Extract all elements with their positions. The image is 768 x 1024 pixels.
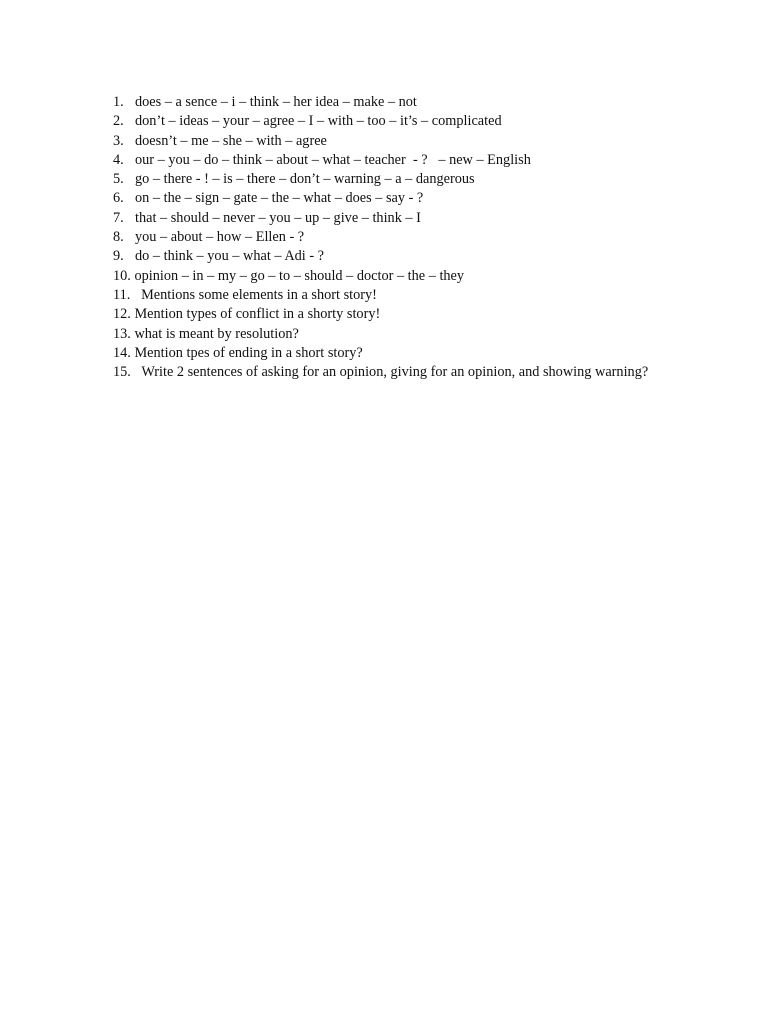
list-item [113,305,753,324]
item-number: 4. [113,151,124,168]
list-item [113,344,753,363]
item-number: 15. [113,364,135,381]
item-number: 14. [113,344,135,361]
item-text: that – should – never – you – up – give – think – I [135,209,421,226]
item-number: 11. [113,286,134,303]
list-item [113,325,753,344]
item-text: Mention tpes of ending in a short story? [134,344,363,361]
item-text: does – a sence – i – think – her idea – make – not [135,94,417,110]
list-item [113,112,753,131]
item-number: 9. [113,248,124,265]
item-number: 3. [113,132,124,149]
item-number: 7. [113,209,124,226]
list-item [113,132,753,151]
question-list [113,93,753,382]
list-item [113,267,753,286]
item-text: doesn’t – me – she – with – agree [135,132,327,149]
item-text: on – the – sign – gate – the – what – does – say - ? [135,190,424,207]
list-item [113,170,753,189]
list-item [113,189,753,208]
item-number: 5. [113,171,124,188]
item-text: Write 2 sentences of asking for an opinion, giving for an opinion, and showing warning? [134,364,649,381]
list-item [113,209,753,228]
list-item [113,228,753,247]
item-number: 8. [113,229,124,246]
item-text: you – about – how – Ellen - ? [135,229,305,246]
item-text: opinion – in – my – go – to – should – doctor – the – they [134,267,465,284]
item-number: 2. [113,113,124,130]
item-text: our – you – do – think – about – what – teacher - ? – new – English [135,151,531,168]
item-number: 10. [113,267,135,284]
item-text: do – think – you – what – Adi - ? [135,248,325,265]
item-text: Mentions some elements in a short story! [133,286,377,303]
item-text: Mention types of conflict in a shorty story! [134,306,381,323]
item-text: don’t – ideas – your – agree – I – with – too – it’s – complicated [135,113,502,130]
list-item [113,247,753,266]
item-number: 6. [113,190,124,207]
item-number: 12. [113,306,135,323]
item-number: 1. [113,94,124,110]
item-number: 13. [113,325,135,342]
item-text: go – there - ! – is – there – don’t – warning – a – dangerous [135,171,475,188]
list-item [113,363,753,382]
item-text: what is meant by resolution? [134,325,299,342]
list-item [113,151,753,170]
list-item [113,93,753,112]
list-item [113,286,753,305]
